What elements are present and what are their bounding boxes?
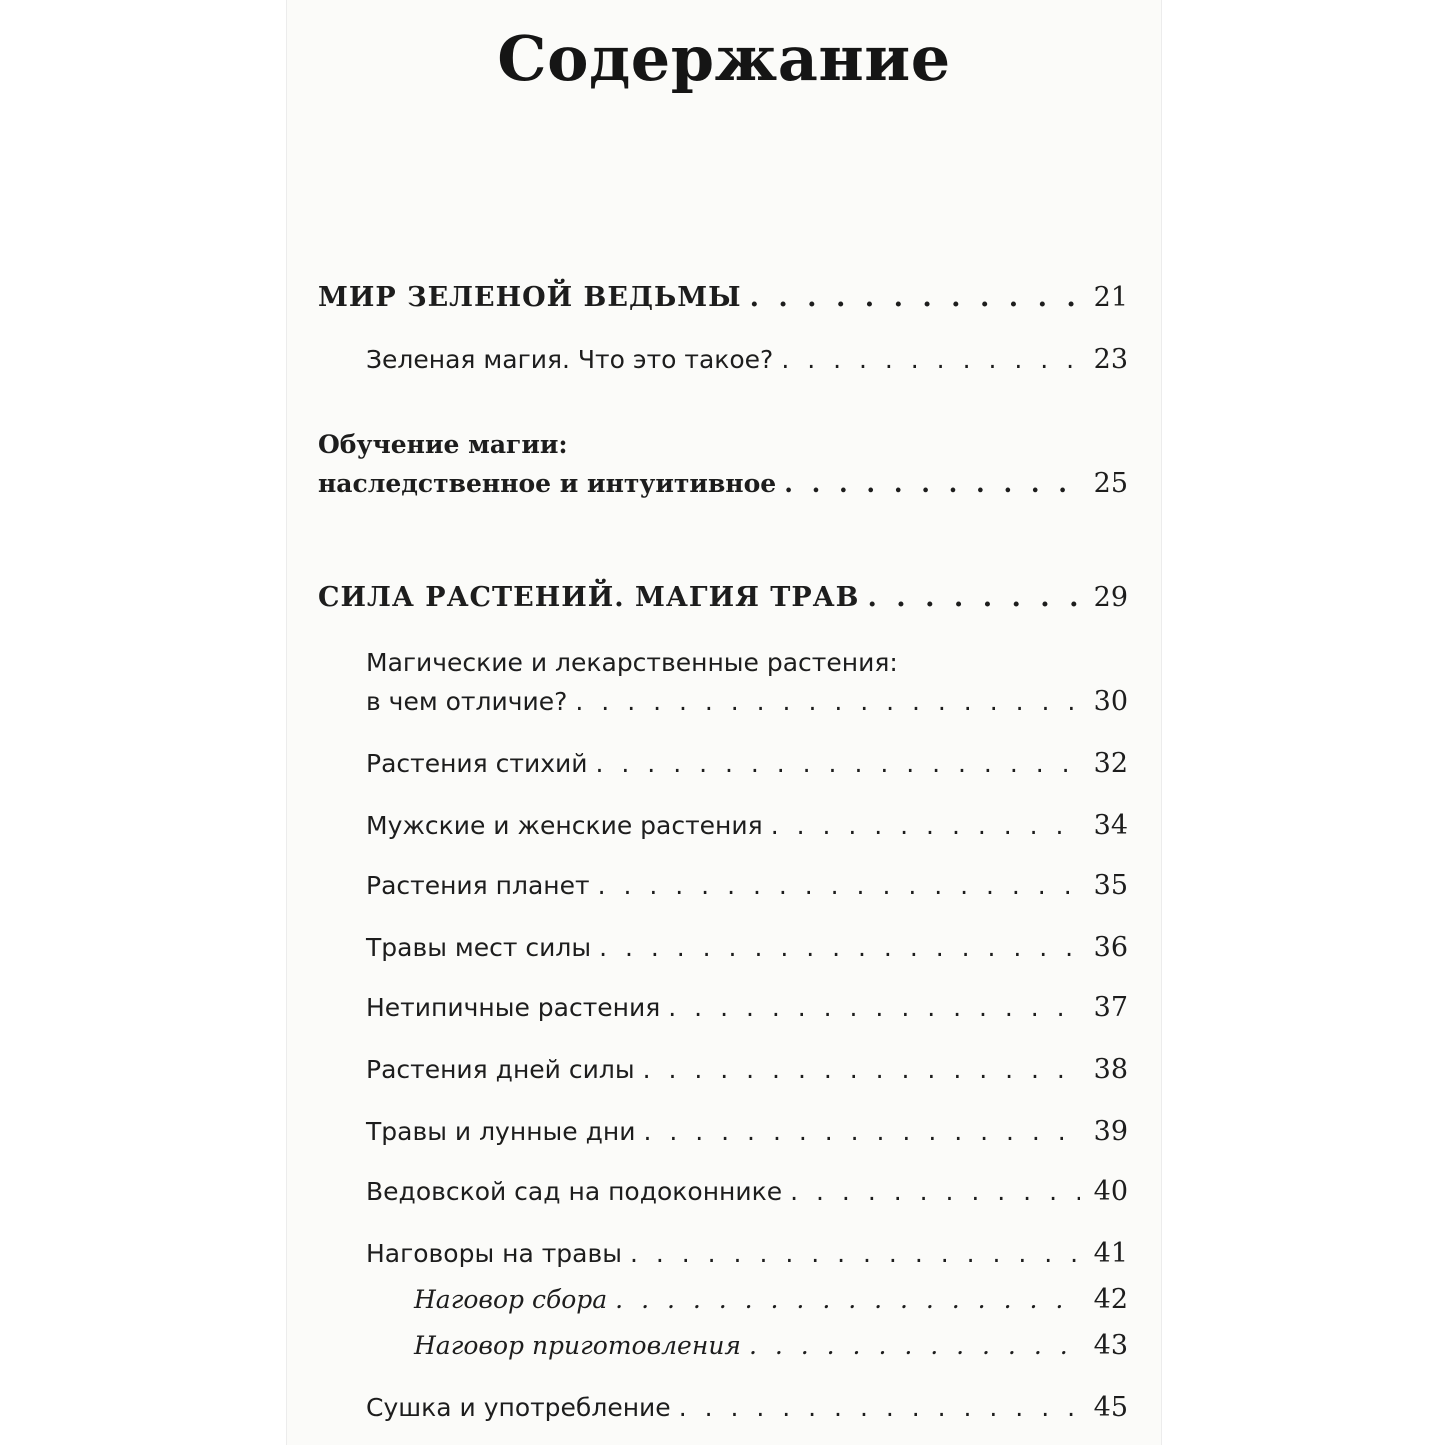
toc-entry-section <box>366 1054 1128 1085</box>
toc-entry-page: 38 <box>1093 1054 1128 1085</box>
toc-entry-page: 42 <box>1093 1284 1128 1315</box>
toc-entry-title: Мужские и женские растения <box>366 811 763 840</box>
toc-entry-title: в чем отличие? <box>366 687 568 716</box>
leader-dots <box>771 811 1080 840</box>
leader-dots <box>749 1331 1080 1360</box>
toc-entry-page: 34 <box>1093 810 1128 841</box>
book-page <box>286 0 1162 1445</box>
toc-entry-title: Травы мест силы <box>366 933 592 962</box>
toc-entry-section <box>366 932 1128 963</box>
toc-entry-subsection <box>414 1284 1128 1315</box>
toc-entry-title: Наговоры на травы <box>366 1239 622 1268</box>
toc-entry-page: 35 <box>1093 870 1128 901</box>
leader-dots <box>643 1055 1080 1084</box>
toc-entry-chapter <box>318 582 1128 613</box>
toc-entry-page: 21 <box>1093 282 1128 313</box>
leader-dots <box>643 1117 1080 1146</box>
toc-entry-title: СИЛА РАСТЕНИЙ. МАГИЯ ТРАВ <box>318 582 860 613</box>
leader-dots <box>750 282 1080 313</box>
toc-entry-page: 43 <box>1093 1330 1128 1361</box>
toc-entry-section <box>366 344 1128 375</box>
leader-dots <box>599 933 1080 962</box>
toc-entry-title-line1: Магические и лекарственные растения: <box>366 648 898 677</box>
toc-entry-title: МИР ЗЕЛЕНОЙ ВЕДЬМЫ <box>318 282 742 313</box>
toc-entry-title: Растения планет <box>366 871 590 900</box>
toc-entry-section <box>366 992 1128 1023</box>
toc-entry-chapter <box>318 282 1128 313</box>
leader-dots <box>784 469 1080 498</box>
toc-entry-title: наследственное и интуитивное <box>318 469 777 498</box>
toc-entry-title: Растения стихий <box>366 749 588 778</box>
toc-entry-page: 41 <box>1093 1238 1128 1269</box>
toc-entry-title: Зеленая магия. Что это такое? <box>366 345 774 374</box>
toc-entry-title: Травы и лунные дни <box>366 1117 636 1146</box>
toc-entry-page: 40 <box>1093 1176 1128 1207</box>
toc-heading: Содержание <box>497 22 951 95</box>
toc-entry-title: Нетипичные растения <box>366 993 661 1022</box>
toc-entry-page: 45 <box>1093 1392 1128 1423</box>
toc-entry-page: 32 <box>1093 748 1128 779</box>
toc-entry-subsection <box>414 1330 1128 1361</box>
toc-entry-title: Ведовской сад на подоконнике <box>366 1177 783 1206</box>
toc-entry-page: 36 <box>1093 932 1128 963</box>
toc-entry-title: Растения дней силы <box>366 1055 635 1084</box>
toc-entry-section <box>366 686 1128 717</box>
toc-entry-section <box>366 810 1128 841</box>
toc-entry-title: Сушка и употребление <box>366 1393 671 1422</box>
toc-entry-page: 39 <box>1093 1116 1128 1147</box>
leader-dots <box>790 1177 1080 1206</box>
toc-entry-title: Наговор сбора <box>414 1285 608 1314</box>
toc-entry-section <box>366 1116 1128 1147</box>
leader-dots <box>781 345 1080 374</box>
leader-dots <box>679 1393 1080 1422</box>
leader-dots <box>598 871 1080 900</box>
leader-dots <box>868 582 1081 613</box>
toc-entry-title: Наговор приготовления <box>414 1331 741 1360</box>
toc-entry-page: 25 <box>1093 468 1128 499</box>
toc-entry-section <box>366 1238 1128 1269</box>
toc-entry-section-bold <box>318 468 1128 499</box>
toc-entry-section <box>366 1392 1128 1423</box>
toc-entry-page: 37 <box>1093 992 1128 1023</box>
leader-dots <box>630 1239 1080 1268</box>
leader-dots <box>596 749 1080 778</box>
toc-entry-section <box>366 748 1128 779</box>
toc-entry-section <box>366 870 1128 901</box>
leader-dots <box>668 993 1080 1022</box>
leader-dots <box>575 687 1080 716</box>
toc-entry-page: 29 <box>1093 582 1128 613</box>
toc-entry-page: 23 <box>1093 344 1128 375</box>
leader-dots <box>615 1285 1080 1314</box>
toc-entry-page: 30 <box>1093 686 1128 717</box>
toc-entry-section <box>366 1176 1128 1207</box>
toc-entry-title-line1: Обучение магии: <box>318 430 568 459</box>
